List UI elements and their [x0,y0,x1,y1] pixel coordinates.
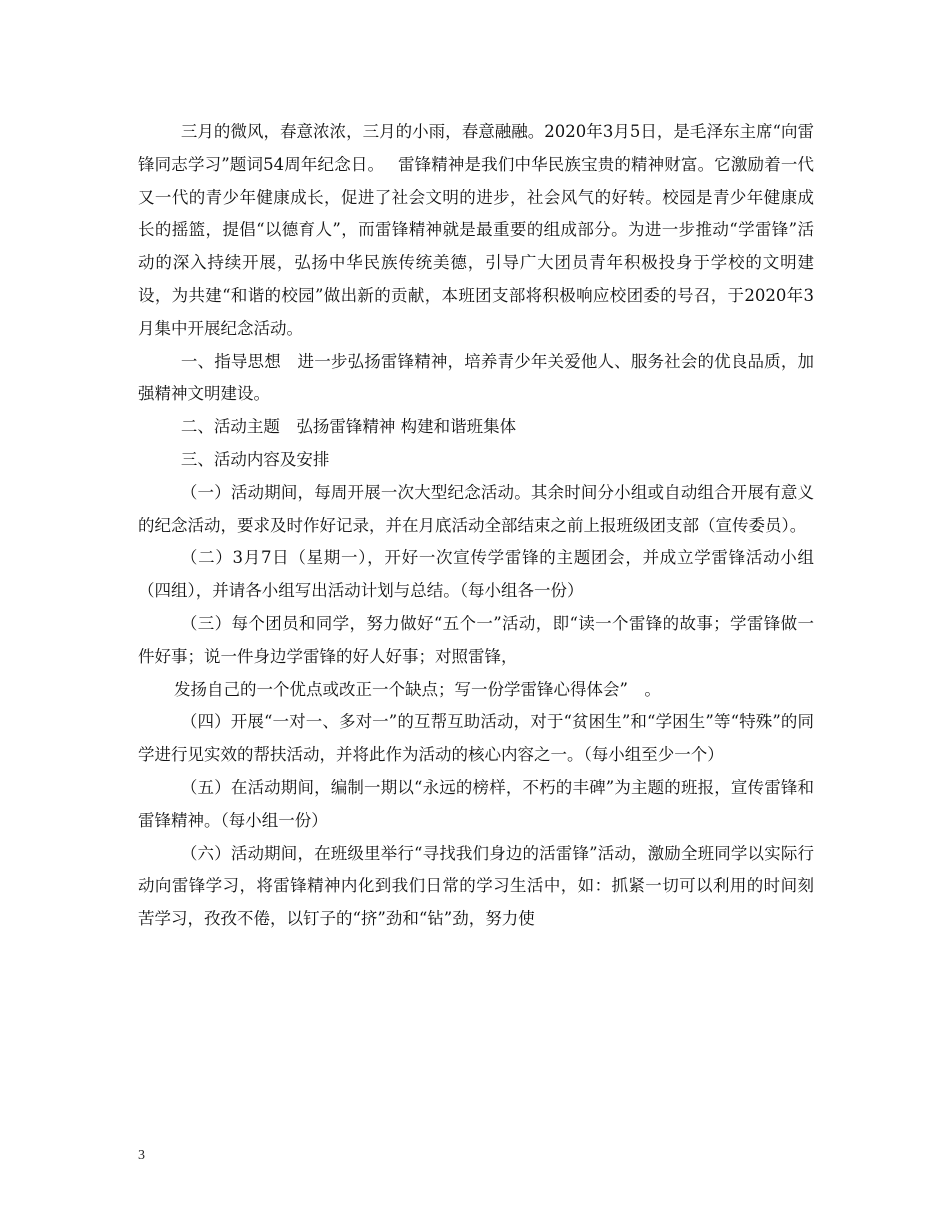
item-three-paragraph: （三）每个团员和同学，努力做好“五个一”活动，即“读一个雷锋的故事；学雷锋做一件好事；说一件身边学雷锋的好人好事；对照雷锋， [138,613,814,666]
activity-theme-heading: 二、活动主题 弘扬雷锋精神 构建和谐班集体 [180,417,517,437]
item-two-paragraph: （二）3月7日（星期一），开好一次宣传学雷锋的主题团会，并成立学雷锋活动小组（四组），并请各小组写出活动计划与总结。（每小组各一份） [138,548,814,601]
page-number: 3 [138,1148,145,1163]
item-five-paragraph: （五）在活动期间，编制一期以“永远的榜样，不朽的丰碑”为主题的班报，宣传雷锋和雷锋精神。（每小组一份） [138,777,814,830]
item-four-paragraph: （四）开展“一对一、多对一”的互帮互助活动，对于“贫困生”和“学困生”等“特殊”的同学进行见实效的帮扶活动，并将此作为活动的核心内容之一。（每小组至少一个） [138,712,814,765]
item-three-continuation: 发扬自己的一个优点或改正一个缺点；写一份学雷锋心得体会” 。 [174,679,661,699]
document-body [138,116,814,936]
item-six-paragraph: （六）活动期间，在班级里举行“寻找我们身边的活雷锋”活动，激励全班同学以实际行动向雷锋学习，将雷锋精神内化到我们日常的学习生活中，如：抓紧一切可以利用的时间刻苦学习，孜孜不倦，以钉子的“挤”劲和“钻”劲，努力使 [138,843,814,929]
activity-content-heading: 三、活动内容及安排 [180,449,330,469]
intro-paragraph: 三月的微风，春意浓浓，三月的小雨，春意融融。2020年3月5日，是毛泽东主席“向雷锋同志学习”题词54周年纪念日。 雷锋精神是我们中华民族宝贵的精神财富。它激励着一代又一代的青少年健康成长，促进了社会文明的进步，社会风气的好转。校园是青少年健康成长的摇篮，提倡“以德育人”，而雷锋精神就是最重要的组成部分。为进一步推动“学雷锋”活动的深入持续开展，弘扬中华民族传统美德，引导广大团员青年积极投身于学校的文明建设，为共建“和谐的校园”做出新的贡献，本班团支部将积极响应校团委的号召，于2020年3月集中开展纪念活动。 [138,122,814,338]
item-one-paragraph: （一）活动期间，每周开展一次大型纪念活动。其余时间分小组或自动组合开展有意义的纪念活动，要求及时作好记录，并在月底活动全部结束之前上报班级团支部（宣传委员）。 [138,482,814,535]
guiding-ideology-paragraph: 一、指导思想 进一步弘扬雷锋精神，培养青少年关爱他人、服务社会的优良品质，加强精神文明建设。 [138,351,814,404]
